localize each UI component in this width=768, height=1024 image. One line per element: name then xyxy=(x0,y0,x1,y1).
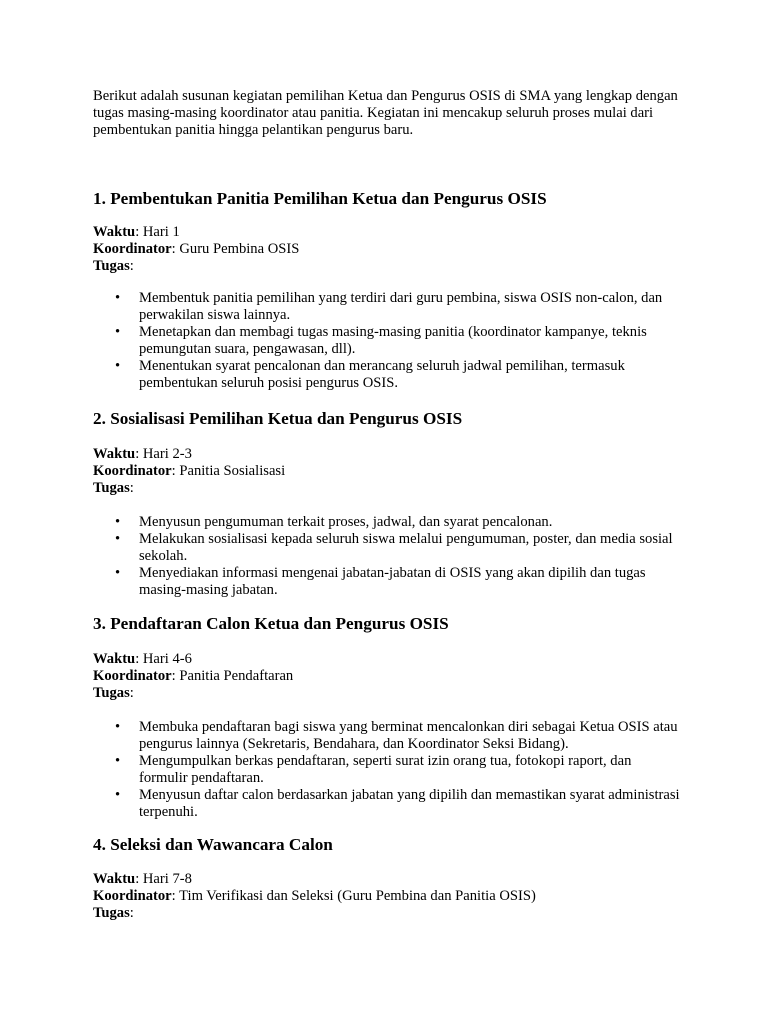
koordinator-label: Koordinator xyxy=(93,888,172,904)
koordinator-value: Tim Verifikasi dan Seleksi (Guru Pembina dan Panitia OSIS) xyxy=(179,888,536,904)
tugas-label: Tugas xyxy=(93,480,130,496)
task-list xyxy=(93,290,683,392)
waktu-line: Waktu: Hari 7-8 xyxy=(93,871,192,887)
koordinator-label: Koordinator xyxy=(93,463,172,479)
koordinator-line: Koordinator: Guru Pembina OSIS xyxy=(93,241,300,257)
waktu-value: Hari 1 xyxy=(142,224,180,240)
section-4 xyxy=(93,835,683,922)
task-list xyxy=(93,514,683,599)
tugas-line: Tugas: xyxy=(93,905,134,921)
tugas-line: Tugas: xyxy=(93,258,134,274)
tugas-label: Tugas xyxy=(93,258,130,274)
waktu-value: Hari 4-6 xyxy=(142,651,192,667)
intro-paragraph: Berikut adalah susunan kegiatan pemilihan Ketua dan Pengurus OSIS di SMA yang lengkap dengan tugas masing-masing koordinator atau panitia. Kegiatan ini mencakup seluruh proses mulai dari pembentukan panitia hingga pelantikan pengurus baru. xyxy=(93,88,678,138)
koordinator-value: Panitia Pendaftaran xyxy=(179,668,294,684)
tugas-line: Tugas: xyxy=(93,685,134,701)
waktu-label: Waktu xyxy=(93,446,136,462)
section-3 xyxy=(93,614,683,821)
section-heading: 4. Seleksi dan Wawancara Calon xyxy=(93,835,333,854)
list-item: • Menyusun pengumuman terkait proses, jadwal, dan syarat pencalonan. xyxy=(93,514,683,531)
waktu-label: Waktu xyxy=(93,871,136,887)
list-item: • Melakukan sosialisasi kepada seluruh siswa melalui pengumuman, poster, dan media sosial sekolah. xyxy=(93,531,683,565)
koordinator-label: Koordinator xyxy=(93,241,172,257)
list-item: • Menyusun daftar calon berdasarkan jabatan yang dipilih dan memastikan syarat administrasi terpenuhi. xyxy=(93,787,683,821)
waktu-label: Waktu xyxy=(93,224,136,240)
section-1 xyxy=(93,189,683,392)
list-item: • Menyediakan informasi mengenai jabatan-jabatan di OSIS yang akan dipilih dan tugas masing-masing jabatan. xyxy=(93,565,683,599)
koordinator-label: Koordinator xyxy=(93,668,172,684)
koordinator-value: Guru Pembina OSIS xyxy=(179,241,300,257)
koordinator-line: Koordinator: Panitia Pendaftaran xyxy=(93,668,294,684)
list-item: • Menentukan syarat pencalonan dan merancang seluruh jadwal pemilihan, termasuk pembentukan seluruh posisi pengurus OSIS. xyxy=(93,358,683,392)
waktu-line: Waktu: Hari 4-6 xyxy=(93,651,192,667)
waktu-value: Hari 2-3 xyxy=(142,446,192,462)
koordinator-line: Koordinator: Tim Verifikasi dan Seleksi (Guru Pembina dan Panitia OSIS) xyxy=(93,888,536,904)
waktu-label: Waktu xyxy=(93,651,136,667)
list-item: • Membentuk panitia pemilihan yang terdiri dari guru pembina, siswa OSIS non-calon, dan perwakilan siswa lainnya. xyxy=(93,290,683,324)
section-heading: 2. Sosialisasi Pemilihan Ketua dan Pengurus OSIS xyxy=(93,409,463,428)
tugas-label: Tugas xyxy=(93,685,130,701)
list-item: • Membuka pendaftaran bagi siswa yang berminat mencalonkan diri sebagai Ketua OSIS atau pengurus lainnya (Sekretaris, Bendahara, dan Koordinator Seksi Bidang). xyxy=(93,719,683,753)
tugas-label: Tugas xyxy=(93,905,130,921)
task-list xyxy=(93,719,683,821)
koordinator-line: Koordinator: Panitia Sosialisasi xyxy=(93,463,286,479)
section-heading: 1. Pembentukan Panitia Pemilihan Ketua dan Pengurus OSIS xyxy=(93,189,547,208)
list-item: • Menetapkan dan membagi tugas masing-masing panitia (koordinator kampanye, teknis pemungutan suara, pengawasan, dll). xyxy=(93,324,683,358)
waktu-line: Waktu: Hari 1 xyxy=(93,224,180,240)
section-2 xyxy=(93,409,683,599)
list-item: • Mengumpulkan berkas pendaftaran, seperti surat izin orang tua, fotokopi raport, dan formulir pendaftaran. xyxy=(93,753,683,787)
tugas-line: Tugas: xyxy=(93,480,134,496)
waktu-line: Waktu: Hari 2-3 xyxy=(93,446,192,462)
section-heading: 3. Pendaftaran Calon Ketua dan Pengurus OSIS xyxy=(93,614,449,633)
koordinator-value: Panitia Sosialisasi xyxy=(179,463,286,479)
waktu-value: Hari 7-8 xyxy=(142,871,192,887)
